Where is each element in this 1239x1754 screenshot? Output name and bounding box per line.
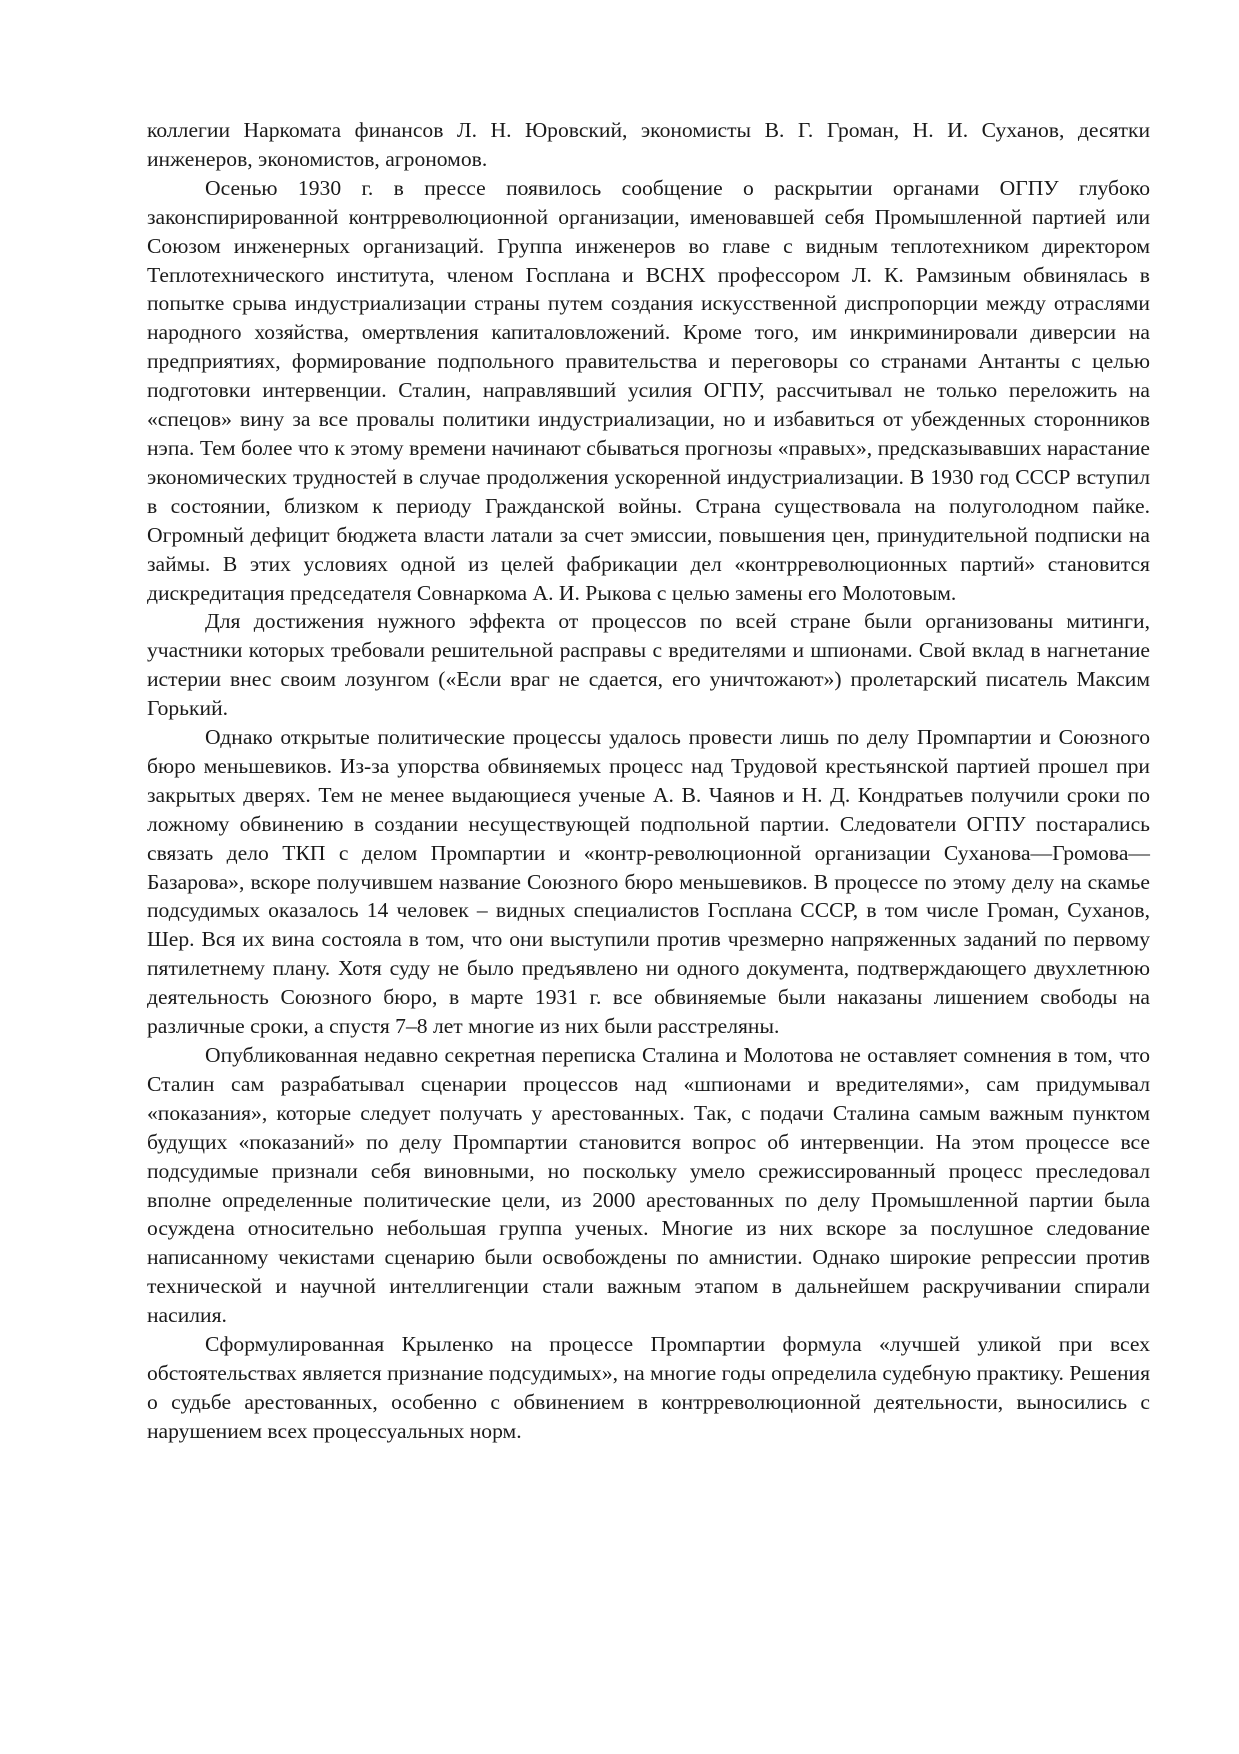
paragraph-rallies: Для достижения нужного эффекта от процессов по всей стране были организованы митинги, участники которых требовали решительной расправы с вредителями и шпионами. Свой вклад в нагнетание истерии внес своим лозунгом («Если враг не сдается, его уничтожают») пролетарский писатель Максим Горький. [147,609,1150,721]
paragraph-continuation: коллегии Наркомата финансов Л. Н. Юровский, экономисты В. Г. Громан, Н. И. Суханов, десятки инженеров, экономистов, агрономов. [147,118,1150,171]
paragraph-open-trials: Однако открытые политические процессы удалось провести лишь по делу Промпартии и Союзного бюро меньшевиков. Из-за упорства обвиняемых процесс над Трудовой крестьянской партией прошел при закрытых дверях. Тем не менее выдающиеся ученые А. В. Чаянов и Н. Д. Кондратьев получили сроки по ложному обвинению в создании несуществующей подпольной партии. Следователи ОГПУ постарались связать дело ТКП с делом Промпартии и «контр-революционной организации Суханова—Громова—Базарова», вскоре получившем название Союзного бюро меньшевиков. В процессе по этому делу на скамье подсудимых оказалось 14 человек – видных специалистов Госплана СССР, в том числе Громан, Суханов, Шер. Вся их вина состояла в том, что они выступили против чрезмерно напряженных заданий по первому пятилетнему плану. Хотя суду не было предъявлено ни одного документа, подтверждающего двухлетнюю деятельность Союзного бюро, в марте 1931 г. все обвиняемые были наказаны лишением свободы на различные сроки, а спустя 7–8 лет многие из них были расстреляны. [147,725,1150,1039]
document-page [147,116,1150,1446]
paragraph-prompartiya-1930: Осенью 1930 г. в прессе появилось сообщение о раскрытии органами ОГПУ глубоко законспирированной контрреволюционной организации, именовавшей себя Промышленной партией или Союзом инженерных организаций. Группа инженеров во главе с видным теплотехником директором Теплотехнического института, членом Госплана и ВСНХ профессором Л. К. Рамзиным обвинялась в попытке срыва индустриализации страны путем создания искусственной диспропорции между отраслями народного хозяйства, омертвления капиталовложений. Кроме того, им инкриминировали диверсии на предприятиях, формирование подпольного правительства и переговоры со странами Антанты с целью подготовки интервенции. Сталин, направлявший усилия ОГПУ, рассчитывал не только переложить на «спецов» вину за все провалы политики индустриализации, но и избавиться от убежденных сторонников нэпа. Тем более что к этому времени начинают сбываться прогнозы «правых», предсказывавших нарастание экономических трудностей в случае продолжения ускоренной индустриализации. В 1930 год СССР вступил в состоянии, близком к периоду Гражданской войны. Страна существовала на полуголодном пайке. Огромный дефицит бюджета власти латали за счет эмиссии, повышения цен, принудительной подписки на займы. В этих условиях одной из целей фабрикации дел «контрреволюционных партий» становится дискредитация председателя Совнаркома А. И. Рыкова с целью замены его Молотовым. [147,175,1150,605]
paragraph-krylenko-formula: Сформулированная Крыленко на процессе Промпартии формула «лучшей уликой при всех обстоятельствах является признание подсудимых», на многие годы определила судебную практику. Решения о судьбе арестованных, особенно с обвинением в контрреволюционной деятельности, выносились с нарушением всех процессуальных норм. [147,1332,1150,1443]
paragraph-stalin-correspondence: Опубликованная недавно секретная переписка Сталина и Молотова не оставляет сомнения в том, что Сталин сам разрабатывал сценарии процессов над «шпионами и вредителями», сам придумывал «показания», которые следует получать у арестованных. Так, с подачи Сталина самым важным пунктом будущих «показаний» по делу Промпартии становится вопрос об интервенции. На этом процессе все подсудимые признали себя виновными, но поскольку умело срежиссированный процесс преследовал вполне определенные политические цели, из 2000 арестованных по делу Промышленной партии была осуждена относительно небольшая группа ученых. Многие из них вскоре за послушное следование написанному чекистами сценарию были освобождены по амнистии. Однако широкие репрессии против технической и научной интеллигенции стали важным этапом в дальнейшем раскручивании спирали насилия. [147,1043,1150,1328]
